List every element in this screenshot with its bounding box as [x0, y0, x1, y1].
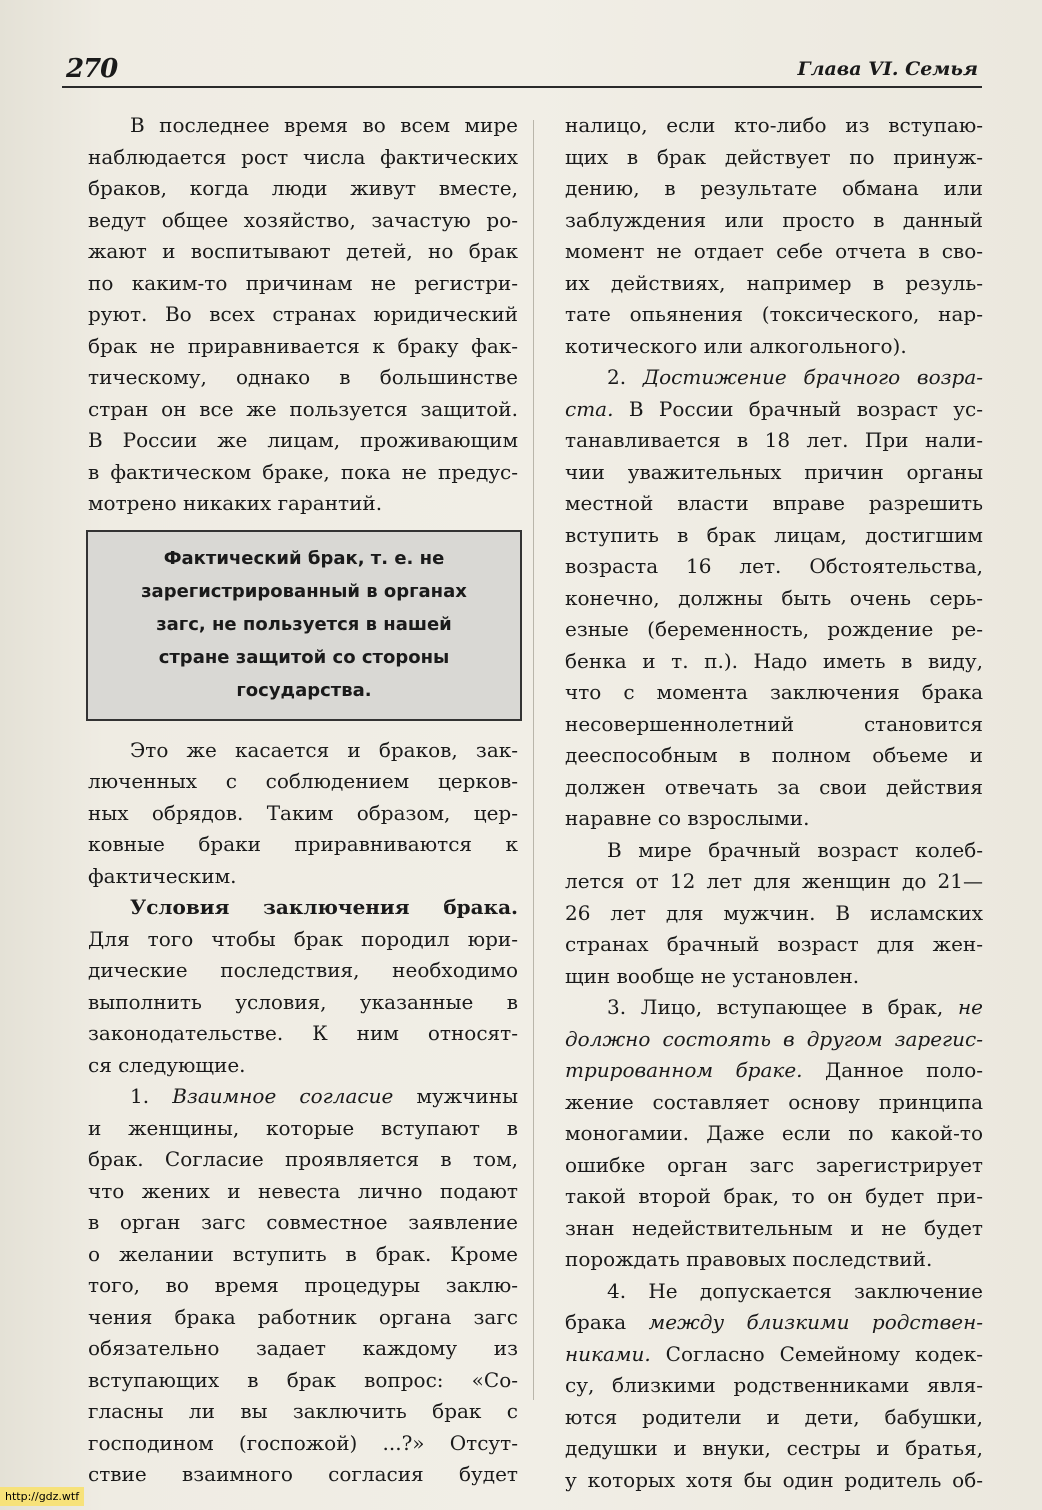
text-line: того, во время процедуры заклю- — [88, 1273, 518, 1297]
text-line: местной власти вправе разрешить — [565, 491, 983, 515]
text-line: ошибке орган загс зарегистрирует — [565, 1152, 983, 1177]
text-line: конечно, должны быть очень серь- — [565, 585, 983, 610]
text-line — [565, 394, 983, 426]
item-number: 1. — [130, 1084, 150, 1108]
text-line: несовершеннолетний становится — [565, 711, 983, 736]
callout-line: зарегистрированный в органах — [141, 580, 467, 602]
text-line: руют. Во всех странах юридический — [88, 302, 518, 326]
text-line: су, близкими родственниками явля- — [565, 1373, 983, 1397]
text-fragment: Данное поло- — [824, 1058, 983, 1082]
text-line: браков, когда люди живут вместе, — [88, 176, 518, 200]
text-fragment: мужчины — [416, 1084, 519, 1108]
text-line — [565, 362, 983, 394]
text-line — [88, 1081, 518, 1113]
italic-term: Взаимное согласие — [172, 1084, 394, 1108]
text-line — [565, 1055, 983, 1087]
text-line: брак не приравнивается к браку фак- — [88, 333, 518, 358]
paragraph-condition-2 — [565, 362, 983, 835]
chapter-title: Глава VI. Семья — [797, 58, 978, 80]
text-line: гласны ли вы заключить брак с — [88, 1399, 518, 1423]
text-line: о желании вступить в брак. Кроме — [88, 1241, 518, 1266]
text-line: фактическим. — [88, 863, 237, 888]
text-line: знан недействительным и не будет — [565, 1215, 983, 1240]
text-line: ются родители и дети, бабушки, — [565, 1404, 983, 1429]
italic-term: никами. — [565, 1341, 651, 1366]
text-line: стран он все же пользуется защитой. — [88, 396, 518, 421]
text-line — [565, 992, 983, 1024]
paragraph-condition-1-continued — [565, 110, 983, 362]
text-line: щин вообще не установлен. — [565, 963, 860, 988]
text-line: вступить в брак лицам, достигшим — [565, 522, 983, 547]
text-line: В мире брачный возраст колеб- — [607, 837, 983, 862]
text-line: В России же лицам, проживающим — [88, 428, 518, 452]
text-line: обязательно задает каждому из — [88, 1336, 518, 1360]
text-line: выполнить условия, указанные в — [88, 989, 518, 1014]
text-line: дееспособным в полном объеме и — [565, 743, 983, 767]
text-line: наблюдается рост числа фактических — [88, 144, 518, 169]
text-line: бенка и т. п.). Надо иметь в виду, — [565, 648, 983, 673]
text-line: у которых хотя бы один родитель об- — [565, 1467, 983, 1492]
text-line: дению, в результате обмана или — [565, 176, 983, 200]
text-fragment: брака — [565, 1310, 627, 1334]
text-line: Для того чтобы брак породил юри- — [88, 926, 518, 951]
text-line: лется от 12 лет для женщин до 21— — [565, 869, 983, 893]
text-line: езные (беременность, рождение ре- — [565, 617, 983, 641]
right-column — [565, 110, 983, 1496]
text-line: налицо, если кто-либо из вступаю- — [565, 113, 983, 137]
paragraph-actual-marriage — [88, 110, 518, 520]
callout-line: государства. — [236, 679, 372, 701]
text-line: ся следующие. — [88, 1052, 246, 1077]
text-line: в фактическом браке, пока не предус- — [88, 459, 518, 484]
text-line: в орган загс совместное заявление — [88, 1210, 518, 1234]
text-line: такой второй брак, то он будет при- — [565, 1184, 983, 1208]
text-line: моногамии. Даже если по какой-то — [565, 1121, 983, 1145]
text-line: вступающих в брак вопрос: «Со- — [88, 1367, 518, 1392]
column-divider — [533, 120, 534, 1400]
text-line: ствие взаимного согласия будет — [88, 1462, 518, 1486]
text-line: их действиях, например в резуль- — [565, 270, 983, 295]
text-fragment: 3. Лицо, вступающее в брак, — [607, 995, 944, 1019]
paragraph-conditions — [88, 892, 518, 1081]
text-line: порождать правовых последствий. — [565, 1247, 933, 1271]
italic-term: Достижение брачного возра- — [642, 365, 983, 389]
italic-term: между близкими родствен- — [648, 1310, 983, 1334]
paragraph-world-age — [565, 835, 983, 993]
text-line: момент не отдает себе отчета в сво- — [565, 239, 983, 263]
italic-term: ста. — [565, 396, 614, 421]
text-fragment: В России брачный возраст ус- — [628, 396, 983, 421]
text-line: жают и воспитывают детей, но брак — [88, 239, 518, 263]
text-line: тическому, однако в большинстве — [88, 365, 518, 389]
callout-box — [86, 530, 522, 721]
text-line — [565, 1307, 983, 1339]
text-line: странах брачный возраст для жен- — [565, 932, 983, 956]
text-line: котического или алкогольного). — [565, 333, 907, 358]
text-line: брак. Согласие проявляется в том, — [88, 1147, 518, 1171]
text-line: 4. Не допускается заключение — [607, 1278, 983, 1303]
text-line: люченных с соблюдением церков- — [88, 769, 518, 793]
text-line: возраста 16 лет. Обстоятельства, — [565, 554, 983, 578]
callout-line: загс, не пользуется в нашей — [156, 613, 452, 635]
text-line: законодательстве. К ним относят- — [88, 1021, 518, 1045]
text-line — [565, 1339, 983, 1371]
left-column — [88, 110, 518, 1491]
paragraph-condition-1 — [88, 1081, 518, 1491]
text-fragment: Согласно Семейному кодек- — [665, 1341, 983, 1366]
text-line: по каким-то причинам не регистри- — [88, 270, 518, 295]
text-line: жение составляет основу принципа — [565, 1089, 983, 1114]
paragraph-condition-3 — [565, 992, 983, 1276]
text-line: господином (госпожой) ...?» Отсут- — [88, 1430, 518, 1455]
callout-line: стране защитой со стороны — [158, 646, 450, 668]
text-line: наравне со взрослыми. — [565, 806, 810, 830]
text-line: щих в брак действует по принуж- — [565, 144, 983, 169]
paragraph-church-marriage — [88, 735, 518, 893]
callout-line: Фактический брак, т. е. не — [163, 547, 445, 569]
text-line — [565, 1024, 983, 1056]
text-line: мотрено никаких гарантий. — [88, 491, 383, 515]
text-line: заблуждения или просто в данный — [565, 207, 983, 232]
text-line: должен отвечать за свои действия — [565, 774, 983, 799]
text-line: В последнее время во всем мире — [130, 113, 518, 137]
text-line: чии уважительных причин органы — [565, 459, 983, 484]
text-line: танавливается в 18 лет. При нали- — [565, 428, 983, 452]
text-line: что жених и невеста лично подают — [88, 1178, 518, 1203]
paragraph-condition-4 — [565, 1276, 983, 1497]
page-number: 270 — [66, 54, 118, 84]
italic-term: не — [957, 995, 983, 1019]
text-line: ведут общее хозяйство, зачастую ро- — [88, 207, 518, 232]
text-line: тате опьянения (токсического, нар- — [565, 302, 983, 326]
page-header — [62, 50, 982, 88]
item-number: 2. — [607, 365, 627, 389]
italic-term: должно состоять в другом зарегис- — [565, 1026, 983, 1051]
text-line: и женщины, которые вступают в — [88, 1115, 518, 1140]
text-line: чения брака работник органа загс — [88, 1304, 518, 1329]
italic-term: трированном браке. — [565, 1058, 803, 1082]
text-line: дические последствия, необходимо — [88, 958, 518, 982]
text-line: дедушки и внуки, сестры и братья, — [565, 1436, 983, 1460]
text-line: ковные браки приравниваются к — [88, 832, 518, 856]
section-heading: Условия заключения брака. — [130, 895, 518, 919]
text-line: Это же касается и браков, зак- — [130, 737, 518, 762]
text-line: 26 лет для мужчин. В исламских — [565, 900, 983, 925]
source-link[interactable]: http://gdz.wtf — [0, 1487, 84, 1506]
text-line: что с момента заключения брака — [565, 680, 983, 704]
text-line: ных обрядов. Таким образом, цер- — [88, 800, 518, 825]
